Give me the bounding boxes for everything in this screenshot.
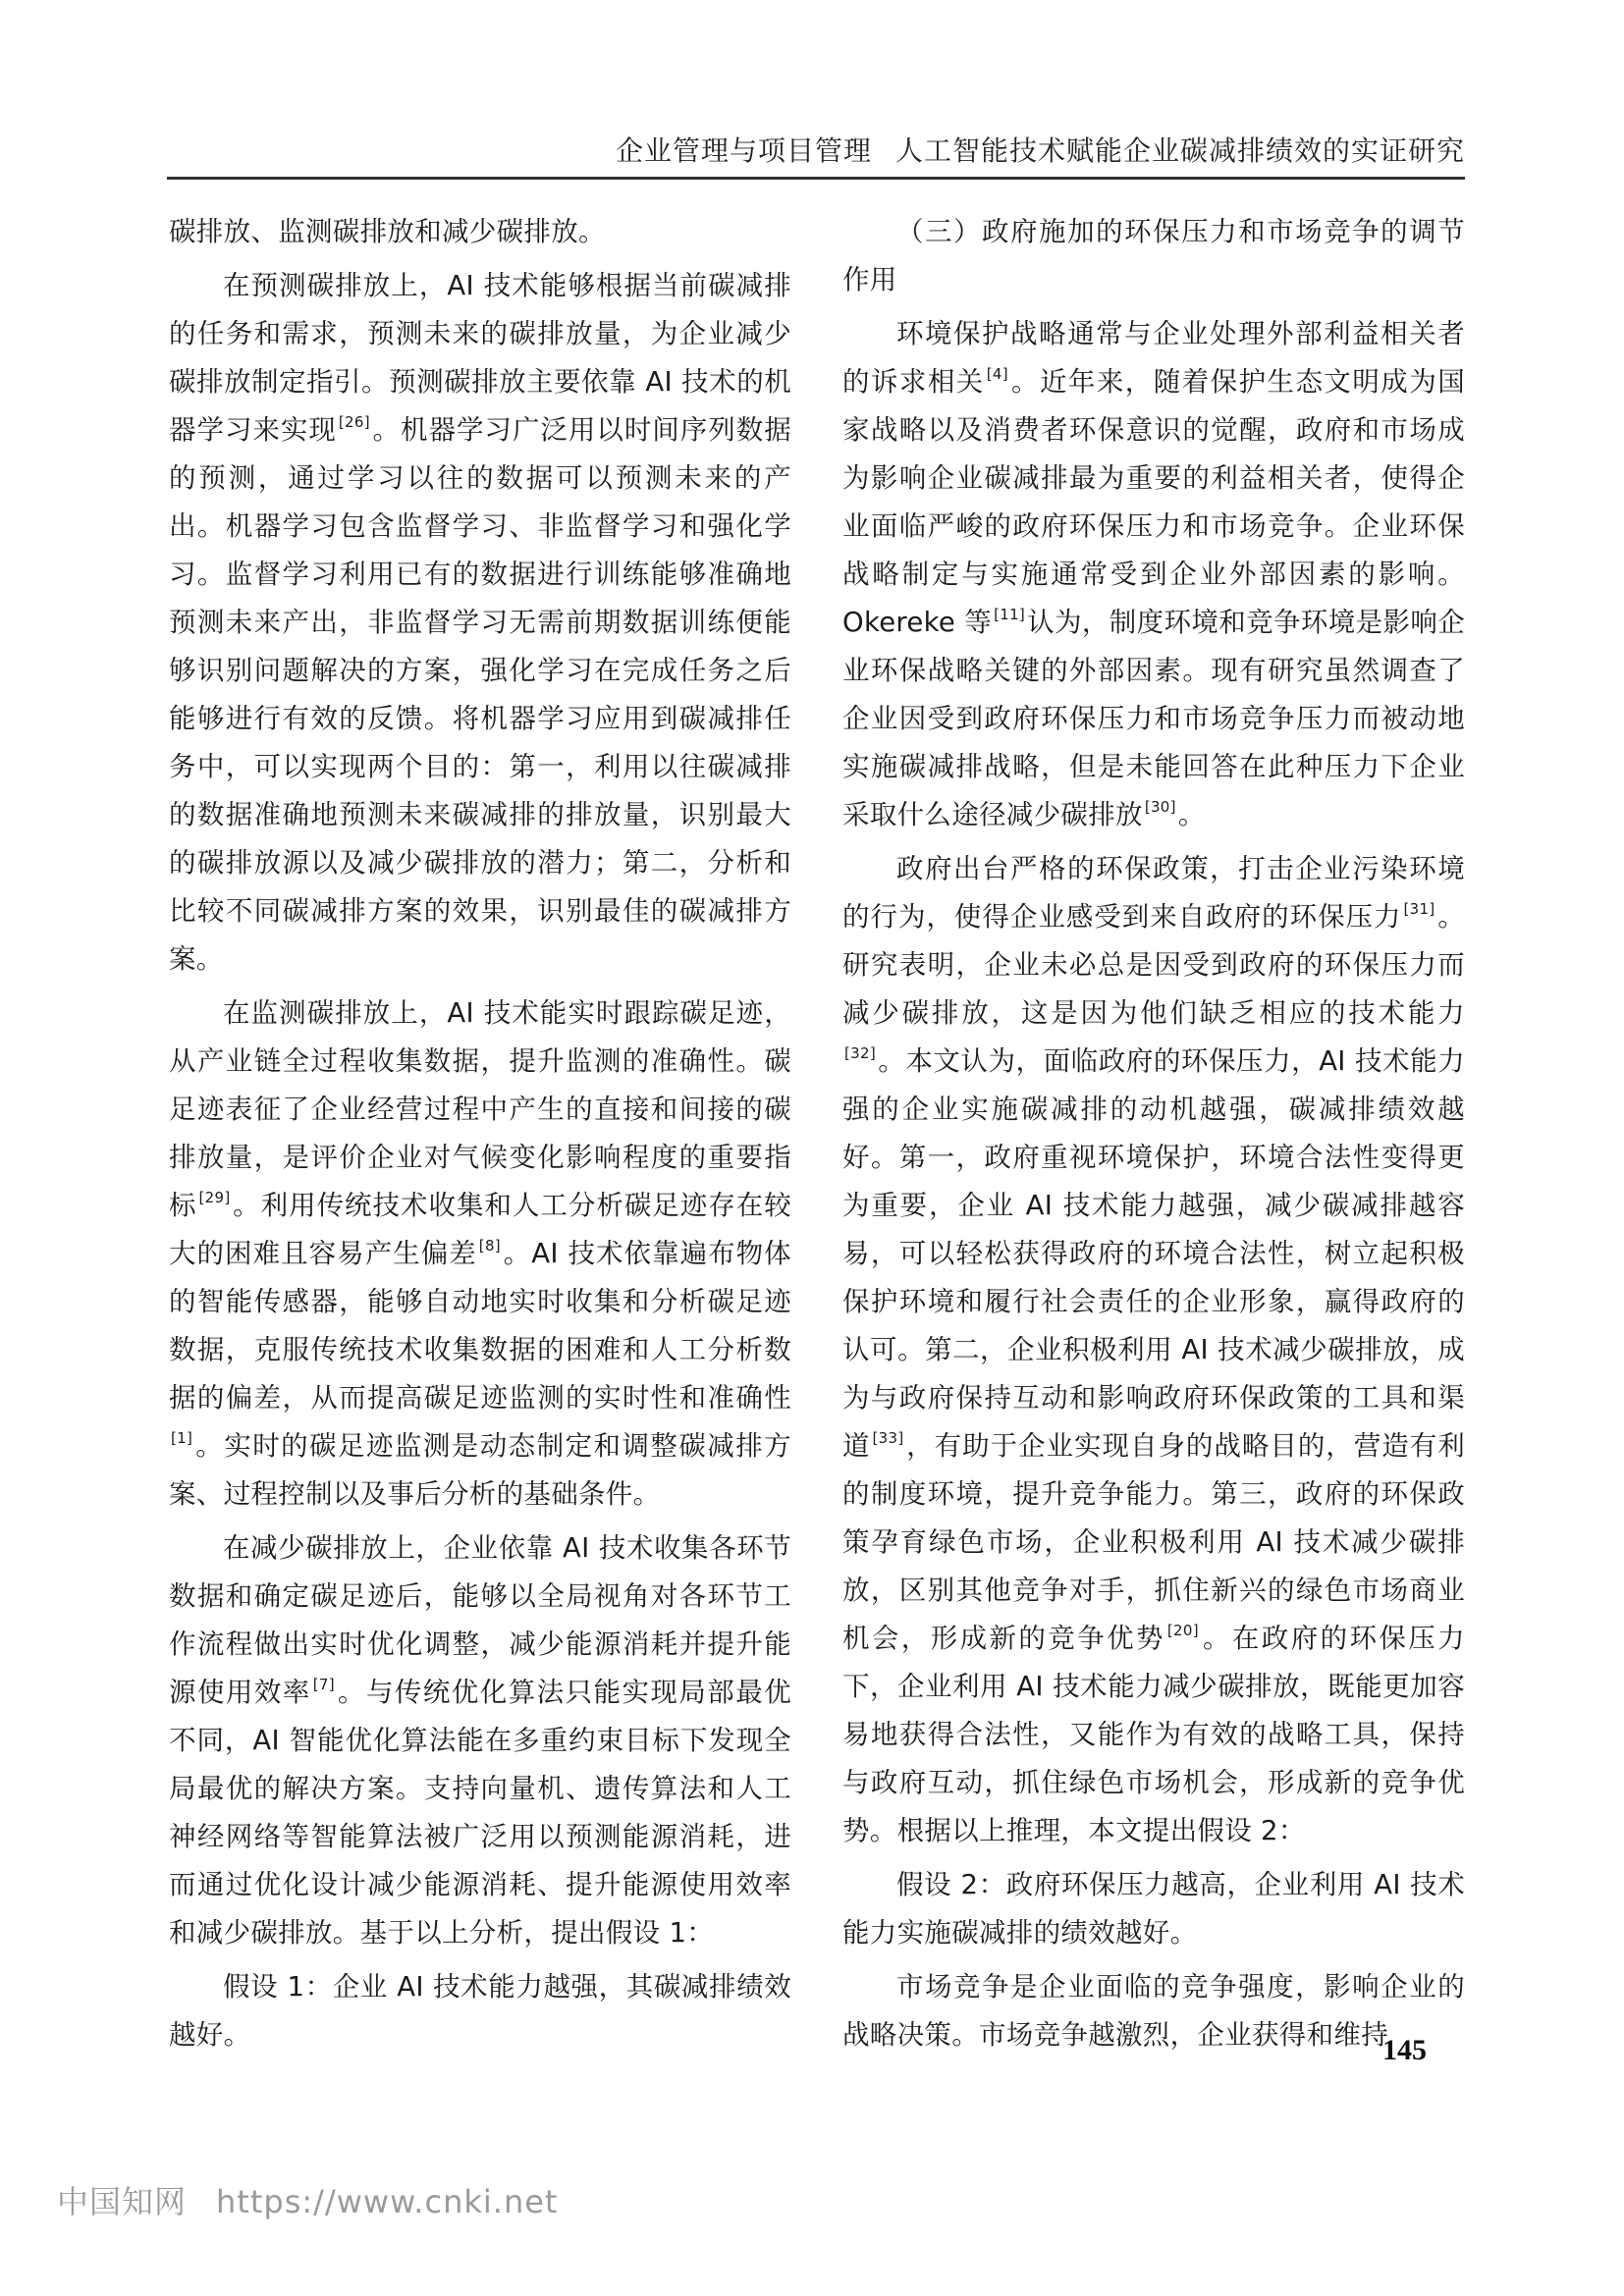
header-rule <box>167 177 1465 180</box>
running-header <box>0 130 1465 169</box>
section-heading: （三）政府施加的环保压力和市场竞争的调节作用 <box>842 216 1465 295</box>
header-title: 人工智能技术赋能企业碳减排绩效的实证研究 <box>894 134 1465 167</box>
right-column <box>842 208 1465 2065</box>
citation[interactable]: [7] <box>312 1676 335 1693</box>
paragraph: 环境保护战略通常与企业处理外部利益相关者的诉求相关 [4]。近年来，随着保护生态文明成为国家战略以及消费者环保意识的觉醒，政府和市场成为影响企业碳减排最为重要的利益相关者，使得企业面临严峻的政府环保压力和市场竞争。企业环保战略制定与实施通常受到企业外部因素的影响。Okereke 等 [11]认为，制度环境和竞争环境是影响企业环保战略关键的外部因素。现有研究虽然调查了企业因受到政府环保压力和市场竞争压力而被动地实施碳减排战略，但是未能回答在此种压力下企业采取什么途径减少碳排放 [30]。 <box>842 318 1465 830</box>
citation[interactable]: [33] <box>872 1429 904 1447</box>
citation[interactable]: [8] <box>478 1237 501 1255</box>
citation[interactable]: [11] <box>994 606 1026 623</box>
paragraph: 在减少碳排放上，企业依靠 AI 技术收集各环节数据和确定碳足迹后，能够以全局视角对各环节工作流程做出实时优化调整，减少能源消耗并提升能源使用效率 [7]。与传统优化算法只能实现局部最优不同，AI 智能优化算法能在多重约束目标下发现全局最优的解决方案。支持向量机、遗传算法和人工神经网络等智能算法被广泛用以预测能源消耗，进而通过优化设计减少能源消耗、提升能源使用效率和减少碳排放。基于以上分析，提出假设 1： <box>169 1532 791 1949</box>
paragraph: 在监测碳排放上，AI 技术能实时跟踪碳足迹，从产业链全过程收集数据，提升监测的准确性。碳足迹表征了企业经营过程中产生的直接和间接的碳排放量，是评价企业对气候变化影响程度的重要指标 [29]。利用传统技术收集和人工分析碳足迹存在较大的困难且容易产生偏差 [8]。AI 技术依靠遍布物体的智能传感器，能够自动地实时收集和分析碳足迹数据，克服传统技术收集数据的困难和人工分析数据的偏差，从而提高碳足迹监测的实时性和准确性[1]。实时的碳足迹监测是动态制定和调整碳减排方案、过程控制以及事后分析的基础条件。 <box>169 997 791 1510</box>
paragraph: 市场竞争是企业面临的竞争强度，影响企业的战略决策。市场竞争越激烈，企业获得和维持 <box>842 1971 1465 2051</box>
paragraph: 在预测碳排放上，AI 技术能够根据当前碳减排的任务和需求，预测未来的碳排放量，为企业减少碳排放制定指引。预测碳排放主要依靠 AI 技术的机器学习来实现 [26]。机器学习广泛用以时间序列数据的预测，通过学习以往的数据可以预测未来的产出。机器学习包含监督学习、非监督学习和强化学习。监督学习利用已有的数据进行训练能够准确地预测未来产出，非监督学习无需前期数据训练便能够识别问题解决的方案，强化学习在完成任务之后能够进行有效的反馈。将机器学习应用到碳减排任务中，可以实现两个目的：第一，利用以往碳减排的数据准确地预测未来碳减排的排放量，识别最大的碳排放源以及减少碳排放的潜力；第二，分析和比较不同碳减排方案的效果，识别最佳的碳减排方案。 <box>169 270 791 975</box>
citation[interactable]: [26] <box>338 413 370 431</box>
citation[interactable]: [31] <box>1403 900 1435 918</box>
cnki-watermark <box>57 2177 558 2222</box>
hypothesis-2: 假设 2：政府环保压力越高，企业利用 AI 技术能力实施碳减排的绩效越好。 <box>842 1869 1465 1949</box>
citation[interactable]: [1] <box>171 1429 193 1447</box>
hypothesis-1: 假设 1：企业 AI 技术能力越强，其碳减排绩效越好。 <box>169 1971 791 2051</box>
paragraph: 政府出台严格的环保政策，打击企业污染环境的行为，使得企业感受到来自政府的环保压力 [31]。研究表明，企业未必总是因受到政府的环保压力而减少碳排放，这是因为他们缺乏相应的技术能力[32]。本文认为，面临政府的环保压力，AI 技术能力强的企业实施碳减排的动机越强，碳减排绩效越好。第一，政府重视环境保护，环境合法性变得更为重要，企业 AI 技术能力越强，减少碳减排越容易，可以轻松获得政府的环境合法性，树立起积极保护环境和履行社会责任的企业形象，赢得政府的认可。第二，企业积极利用 AI 技术减少碳排放，成为与政府保持互动和影响政府环保政策的工具和渠道 [33]，有助于企业实现自身的战略目的，营造有利的制度环境，提升竞争能力。第三，政府的环保政策孕育绿色市场，企业积极利用 AI 技术减少碳排放，区别其他竞争对手，抓住新兴的绿色市场商业机会，形成新的竞争优势 [20]。在政府的环保压力下，企业利用 AI 技术能力减少碳排放，既能更加容易地获得合法性，又能作为有效的战略工具，保持与政府互动，抓住绿色市场机会，形成新的竞争优势。根据以上推理，本文提出假设 2： <box>842 853 1465 1846</box>
citation[interactable]: [20] <box>1166 1622 1199 1639</box>
watermark-url: https://www.cnki.net <box>216 2183 559 2220</box>
citation[interactable]: [30] <box>1144 798 1176 816</box>
header-section: 企业管理与项目管理 <box>615 134 872 167</box>
page-number: 145 <box>1382 2034 1427 2066</box>
citation[interactable]: [32] <box>844 1044 876 1062</box>
citation[interactable]: [29] <box>198 1189 231 1206</box>
paragraph: 碳排放、监测碳排放和减少碳排放。 <box>169 216 606 247</box>
citation[interactable]: [4] <box>986 365 1008 383</box>
watermark-brand: 中国知网 <box>57 2183 188 2220</box>
left-column <box>169 208 791 2065</box>
